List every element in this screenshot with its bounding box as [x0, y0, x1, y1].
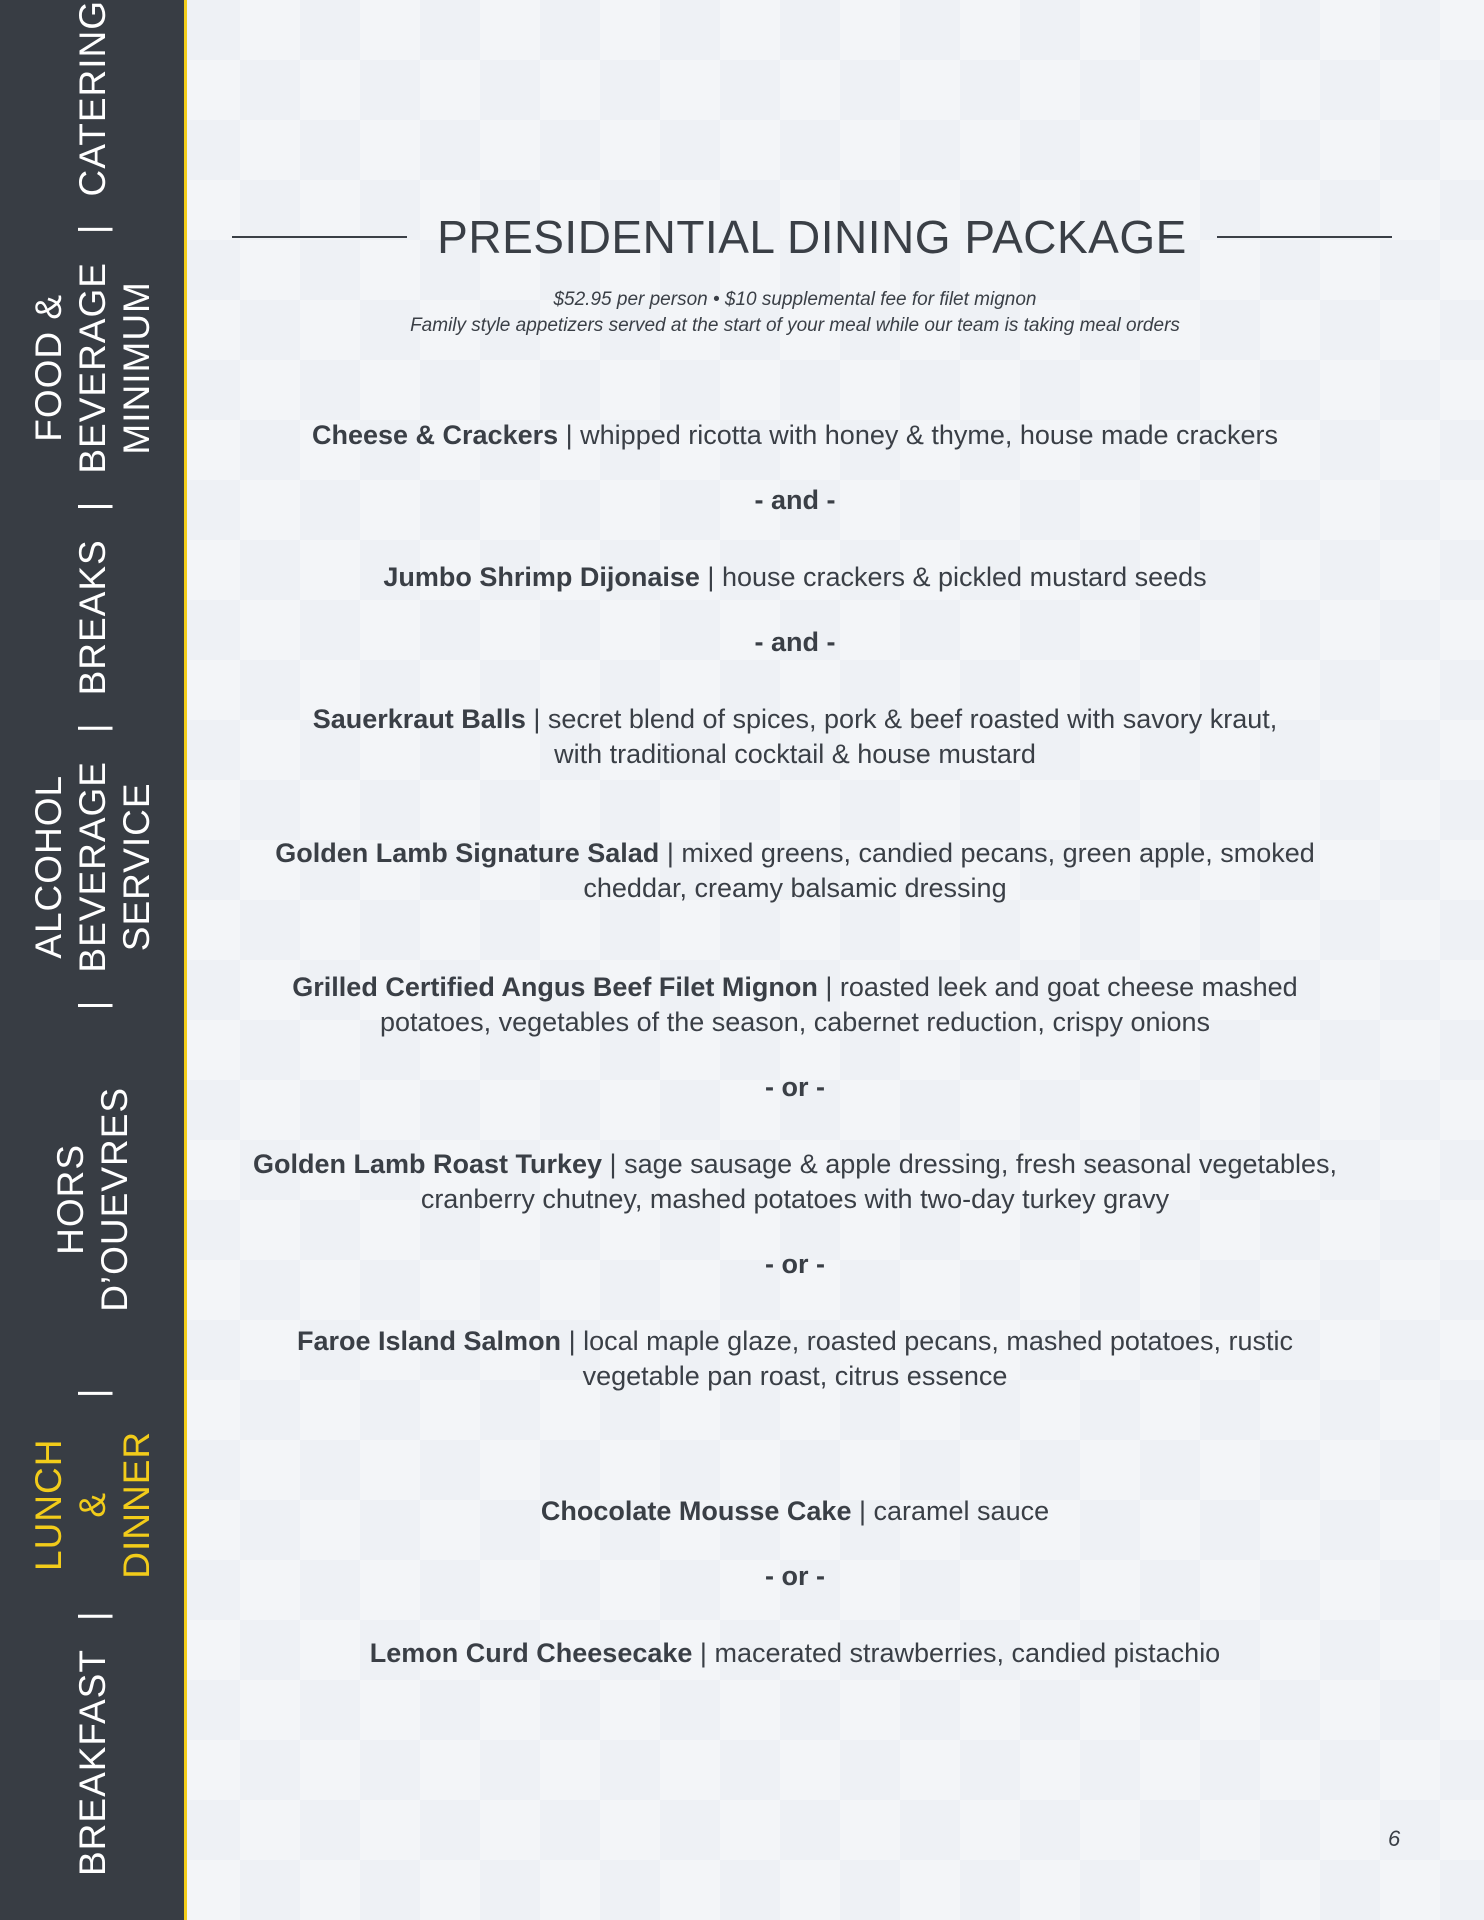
and-separator: - and -	[754, 485, 836, 515]
item-name: Golden Lamb Roast Turkey	[252, 1149, 603, 1179]
item-pipe: |	[609, 1149, 617, 1179]
item-pipe: |	[666, 838, 674, 868]
item-name: Chocolate Mousse Cake	[540, 1496, 852, 1526]
title-rule-right	[1217, 236, 1392, 238]
nav-separator: |	[72, 1000, 113, 1011]
menu-item-signature-salad	[220, 836, 1370, 906]
menu-item-cheese-crackers	[220, 418, 1370, 453]
item-name: Faroe Island Salmon	[296, 1326, 562, 1356]
title-row	[232, 210, 1392, 264]
nav-item-lunch-dinner[interactable]: LUNCH & DINNER	[28, 1430, 157, 1579]
item-description: mixed greens, candied pecans, green apple, smoked cheddar, creamy balsamic dressing	[583, 838, 1315, 903]
and-separator: - and -	[754, 627, 836, 657]
nav-item-breakfast[interactable]: BREAKFAST	[72, 1649, 113, 1876]
item-description: roasted leek and goat cheese mashed potatoes, vegetables of the season, cabernet reduction, crispy onions	[379, 972, 1298, 1037]
item-pipe: |	[568, 1326, 576, 1356]
item-description: local maple glaze, roasted pecans, mashed potatoes, rustic vegetable pan roast, citrus essence	[582, 1326, 1294, 1391]
item-description: sage sausage & apple dressing, fresh seasonal vegetables, cranberry chutney, mashed potatoes with two-day turkey gravy	[420, 1149, 1338, 1214]
nav-separator: |	[72, 501, 113, 512]
menu-item-faroe-salmon	[220, 1324, 1370, 1394]
item-name: Jumbo Shrimp Dijonaise	[383, 562, 700, 592]
item-name: Golden Lamb Signature Salad	[275, 838, 660, 868]
nav-separator: |	[72, 1388, 113, 1399]
menu-item-lemon-cheesecake	[220, 1636, 1370, 1671]
item-pipe: |	[533, 704, 541, 734]
nav-separator: |	[72, 1611, 113, 1622]
nav-item-hors-doeuvres[interactable]: HORS D’OUEVRES	[50, 1086, 135, 1312]
menu-item-sauerkraut-balls	[220, 702, 1370, 772]
sidebar-nav-list	[0, 0, 186, 1920]
sidebar-accent-rule	[184, 0, 187, 1920]
page-number: 6	[1388, 1826, 1401, 1851]
item-name: Sauerkraut Balls	[312, 704, 526, 734]
item-pipe: |	[858, 1496, 866, 1526]
sidebar-nav	[0, 0, 186, 1920]
item-description: whipped ricotta with honey & thyme, house made crackers	[580, 420, 1279, 450]
menu-items	[220, 418, 1370, 1671]
or-separator: - or -	[765, 1249, 825, 1279]
or-separator: - or -	[765, 1072, 825, 1102]
nav-separator: |	[72, 723, 113, 734]
page-title: PRESIDENTIAL DINING PACKAGE	[437, 211, 1187, 263]
menu-item-roast-turkey	[220, 1147, 1370, 1217]
item-pipe: |	[825, 972, 833, 1002]
package-details	[220, 287, 1370, 339]
item-name: Cheese & Crackers	[311, 420, 559, 450]
item-name: Grilled Certified Angus Beef Filet Mignon	[292, 972, 818, 1002]
price-line: $52.95 per person • $10 supplemental fee for filet mignon	[553, 289, 1037, 310]
appetizer-note: Family style appetizers served at the start of your meal while our team is taking meal orders	[410, 315, 1180, 336]
or-separator: - or -	[765, 1561, 825, 1591]
nav-item-alcohol-beverage-service[interactable]: ALCOHOL BEVERAGE SERVICE	[28, 761, 157, 973]
nav-item-food-beverage-minimum[interactable]: FOOD & BEVERAGE MINIMUM	[28, 262, 157, 474]
menu-item-jumbo-shrimp	[220, 560, 1370, 595]
item-pipe: |	[565, 420, 573, 450]
item-pipe: |	[699, 1638, 707, 1668]
nav-item-catering[interactable]: CATERING	[72, 0, 113, 197]
item-name: Lemon Curd Cheesecake	[369, 1638, 693, 1668]
item-description: house crackers & pickled mustard seeds	[721, 562, 1207, 592]
nav-separator: |	[72, 224, 113, 235]
nav-item-breaks[interactable]: BREAKS	[72, 539, 113, 696]
item-description: caramel sauce	[873, 1496, 1050, 1526]
item-pipe: |	[707, 562, 715, 592]
item-description: macerated strawberries, candied pistachio	[714, 1638, 1221, 1668]
menu-item-chocolate-mousse	[220, 1494, 1370, 1529]
menu-item-filet-mignon	[220, 970, 1370, 1040]
title-rule-left	[232, 236, 407, 238]
item-description: secret blend of spices, pork & beef roasted with savory kraut, with traditional cocktail & house mustard	[547, 704, 1278, 769]
